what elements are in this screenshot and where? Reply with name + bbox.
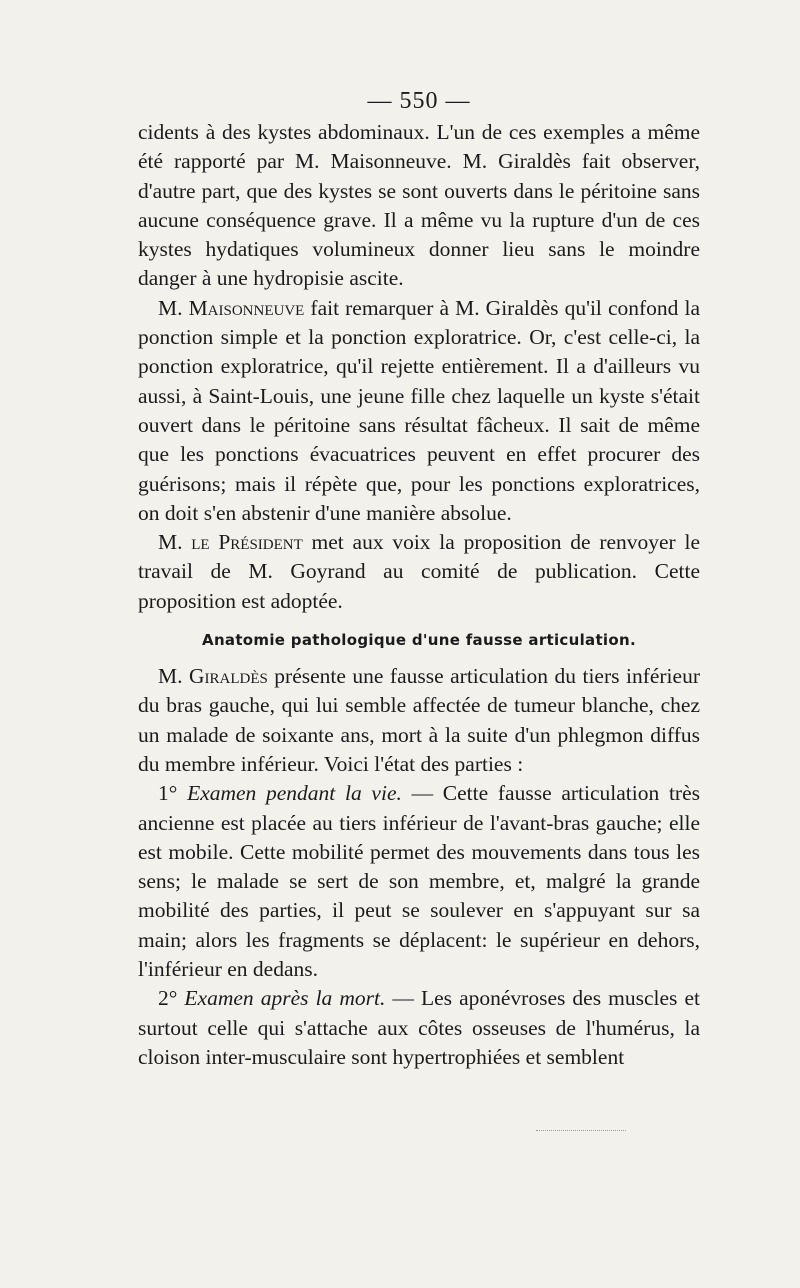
paragraph-text: met aux voix la proposition de renvoyer le travail de M. Goyrand au comité de publication. Cette proposition est adoptée. (138, 530, 700, 613)
paragraph-text: fait remarquer à M. Giraldès qu'il confond la ponction simple et la ponction exploratrice. Or, c'est celle-ci, la ponction exploratrice, qu'il rejette entièrement. Il a d'ailleurs vu aussi, à Saint-Louis, une jeune fille chez laquelle un kyste s'était ouvert dans le péritoine sans résultat fâcheux. Il sait de même que les ponctions évacuatrices peuvent en effet procurer des guérisons; mais il répète que, pour les ponctions exploratrices, on doit s'en abstenir d'une manière absolue. (138, 295, 700, 525)
paragraph-examen-vie (138, 779, 700, 984)
paragraph-president (138, 528, 700, 616)
paragraph-giraldes (138, 662, 700, 779)
item-title: Examen pendant la vie. (187, 781, 402, 806)
speaker-name: Maisonneuve (188, 295, 305, 320)
paragraph-maisonneuve (138, 294, 700, 528)
speaker-prefix: M. (158, 664, 189, 689)
paragraph-text: présente une fausse articulation du tiers inférieur du bras gauche, qui lui semble affectée de tumeur blanche, chez un malade de soixante ans, mort à la suite d'un phlegmon diffus du membre inférieur. Voici l'état des parties : (138, 664, 700, 776)
paragraph-examen-mort (138, 984, 700, 1072)
speaker-name: Giraldès (188, 664, 268, 689)
item-number: 1° (158, 781, 188, 806)
document-page (138, 86, 700, 1126)
section-heading: Anatomie pathologique d'une fausse articulation. (202, 631, 636, 650)
paragraph-text: — Les aponévroses des muscles et surtout celle qui s'attache aux côtes osseuses de l'humérus, la cloison inter-musculaire sont hypertrophiées et semblent (138, 986, 700, 1069)
speaker-prefix: M. (158, 295, 189, 320)
item-number: 2° (158, 986, 185, 1011)
page-number: — 550 — (367, 88, 471, 114)
paragraph-continuation: cidents à des kystes abdominaux. L'un de ces exemples a même été rapporté par M. Maisonneuve. M. Giraldès fait observer, d'autre part, que des kystes se sont ouverts dans le péritoine sans aucune conséquence grave. Il a même vu la rupture d'un de ces kystes hydatiques volumineux donner lieu sans le moindre danger à une hydropisie ascite. (138, 120, 700, 291)
speaker-prefix: M. (158, 530, 192, 555)
item-title: Examen après la mort. (184, 986, 386, 1011)
speaker-name: le Président (191, 530, 303, 555)
print-smudge (536, 1130, 626, 1134)
paragraph-text: — Cette fausse articulation très ancienne est placée au tiers inférieur de l'avant-bras gauche; elle est mobile. Cette mobilité permet des mouvements dans tous les sens; le malade se sert de son membre, et, malgré la grande mobilité des parties, il peut se soulever en s'appuyant sur sa main; alors les fragments se déplacent: le supérieur en dehors, l'inférieur en dedans. (138, 781, 700, 982)
